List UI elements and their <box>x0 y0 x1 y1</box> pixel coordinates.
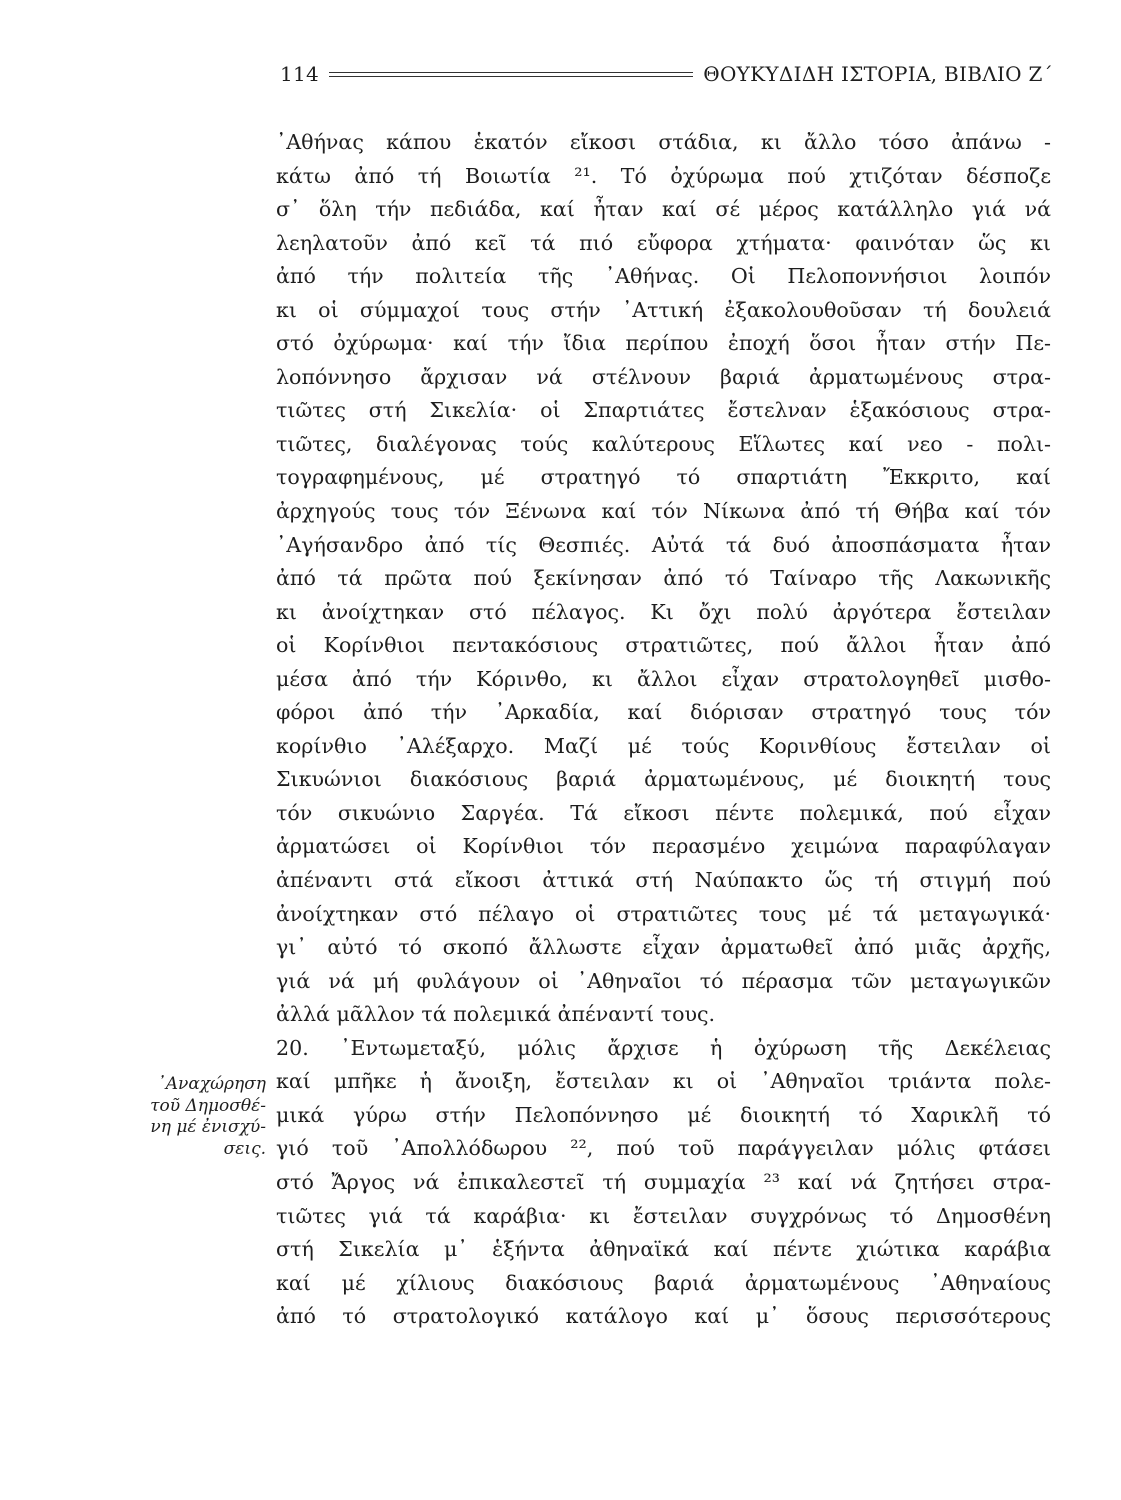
margin-note-line: νη μέ ἐνισχύ- <box>150 1117 266 1137</box>
paragraph-end-line: ἀλλά μᾶλλον τά πολεμικά ἀπέναντί τους. <box>276 1002 716 1027</box>
margin-note-line: ᾿Αναχώρηση <box>157 1074 266 1094</box>
text-line: ἀπό τά πρῶτα πού ξεκίνησαν ἀπό τό Ταίναρο τῆς Λακωνικῆς <box>276 566 1051 591</box>
page-number: 114 <box>280 62 320 86</box>
paragraph-start-line: 20. ᾿Εντωμεταξύ, μόλις ἄρχισε ἡ ὀχύρωση τῆς Δεκέλειας <box>276 1035 1051 1060</box>
margin-note-line: τοῦ Δημοσθέ- <box>150 1095 266 1116</box>
text-line: τιῶτες, διαλέγονας τούς καλύτερους Εἵλωτες καί νεο - πολι- <box>276 431 1051 456</box>
text-line: οἱ Κορίνθιοι πεντακόσιους στρατιῶτες, πού ἄλλοι ἦταν ἀπό <box>276 633 1051 658</box>
text-line: τιῶτες γιά τά καράβια· κι ἔστειλαν συγχρόνως τό Δημοσθένη <box>276 1203 1051 1228</box>
text-line: στό Ἄργος νά ἐπικαλεστεῖ τή συμμαχία ²³ καί νά ζητήσει στρα- <box>276 1169 1051 1194</box>
text-line: φόροι ἀπό τήν ᾿Αρκαδία, καί διόρισαν στρατηγό τους τόν <box>276 700 1051 725</box>
text-line: μικά γύρω στήν Πελοπόννησο μέ διοικητή τό Χαρικλῆ τό <box>276 1102 1051 1127</box>
text-line: ᾿Αθήνας κάπου ἑκατόν εἴκοσι στάδια, κι ἄλλο τόσο ἀπάνω - <box>276 130 1051 154</box>
text-line: μέσα ἀπό τήν Κόρινθο, κι ἄλλοι εἶχαν στρατολογηθεῖ μισθο- <box>276 666 1051 691</box>
text-line: στή Σικελία μ᾿ ἑξήντα ἀθηναϊκά καί πέντε χιώτικα καράβια <box>276 1237 1051 1262</box>
text-line: ἀρματώσει οἱ Κορίνθιοι τόν περασμένο χειμώνα παραφύλαγαν <box>276 834 1051 859</box>
text-line: καί μέ χίλιους διακόσιους βαριά ἀρματωμένους ᾿Αθηναίους <box>276 1270 1051 1295</box>
text-line: στό ὀχύρωμα· καί τήν ἴδια περίπου ἐποχή ὅσοι ἦταν στήν Πε- <box>276 331 1051 356</box>
text-line: ἀνοίχτηκαν στό πέλαγο οἱ στρατιῶτες τους μέ τά μεταγωγικά· <box>276 901 1051 926</box>
text-line: τιῶτες στή Σικελία· οἱ Σπαρτιάτες ἔστελναν ἑξακόσιους στρα- <box>276 398 1051 423</box>
text-line: ἀπό τό στρατολογικό κατάλογο καί μ᾿ ὅσους περισσότερους <box>276 1304 1051 1329</box>
text-line: γιά νά μή φυλάγουν οἱ ᾿Αθηναῖοι τό πέρασμα τῶν μεταγωγικῶν <box>276 968 1051 993</box>
text-line: τογραφημένους, μέ στρατηγό τό σπαρτιάτη Ἔκκριτο, καί <box>276 465 1051 490</box>
margin-note-line: σεις. <box>223 1138 266 1159</box>
text-line: ἀπό τήν πολιτεία τῆς ᾿Αθήνας. Οἱ Πελοποννήσιοι λοιπόν <box>276 264 1051 289</box>
running-title: ΘΟΥΚΥΔΙΔΗ ΙΣΤΟΡΙΑ, ΒΙΒΛΙΟ Ζ΄ <box>703 62 1053 86</box>
text-line: ἀπέναντι στά εἴκοσι ἀττικά στή Ναύπακτο ὥς τή στιγμή πού <box>276 868 1051 893</box>
text-line: κορίνθιο ᾿Αλέξαρχο. Μαζί μέ τούς Κορινθίους ἔστειλαν οἱ <box>276 733 1051 758</box>
text-line: καί μπῆκε ἡ ἄνοιξη, ἔστειλαν κι οἱ ᾿Αθηναῖοι τριάντα πολε- <box>276 1069 1051 1094</box>
margin-note <box>70 1074 266 1160</box>
text-line: κι ἀνοίχτηκαν στό πέλαγος. Κι ὄχι πολύ ἀργότερα ἔστειλαν <box>276 599 1051 624</box>
text-line: λεηλατοῦν ἀπό κεῖ τά πιό εὔφορα χτήματα· φαινόταν ὥς κι <box>276 230 1051 255</box>
text-line: κι οἱ σύμμαχοί τους στήν ᾿Αττική ἐξακολουθοῦσαν τή δουλειά <box>276 297 1051 322</box>
text-line: λοπόννησο ἄρχισαν νά στέλνουν βαριά ἀρματωμένους στρα- <box>276 364 1051 389</box>
header-rule <box>329 72 693 77</box>
text-line: κάτω ἀπό τή Βοιωτία ²¹. Τό ὀχύρωμα πού χτιζόταν δέσποζε <box>276 163 1051 188</box>
text-line: γι᾿ αὐτό τό σκοπό ἄλλωστε εἶχαν ἀρματωθεῖ ἀπό μιᾶς ἀρχῆς, <box>276 935 1051 960</box>
text-line: τόν σικυώνιο Σαργέα. Τά εἴκοσι πέντε πολεμικά, πού εἶχαν <box>276 800 1051 825</box>
body-text <box>276 126 1051 1334</box>
text-line: ἀρχηγούς τους τόν Ξένωνα καί τόν Νίκωνα ἀπό τή Θήβα καί τόν <box>276 499 1051 524</box>
text-line: Σικυώνιοι διακόσιους βαριά ἀρματωμένους, μέ διοικητή τους <box>276 767 1051 792</box>
text-line: ᾿Αγήσανδρο ἀπό τίς Θεσπιές. Αὐτά τά δυό ἀποσπάσματα ἦταν <box>276 532 1051 557</box>
page-header <box>280 60 1053 88</box>
text-line: γιό τοῦ ᾿Απολλόδωρου ²², πού τοῦ παράγγειλαν μόλις φτάσει <box>276 1136 1051 1161</box>
text-line: σ᾿ ὅλη τήν πεδιάδα, καί ἦταν καί σέ μέρος κατάλληλο γιά νά <box>276 197 1051 222</box>
